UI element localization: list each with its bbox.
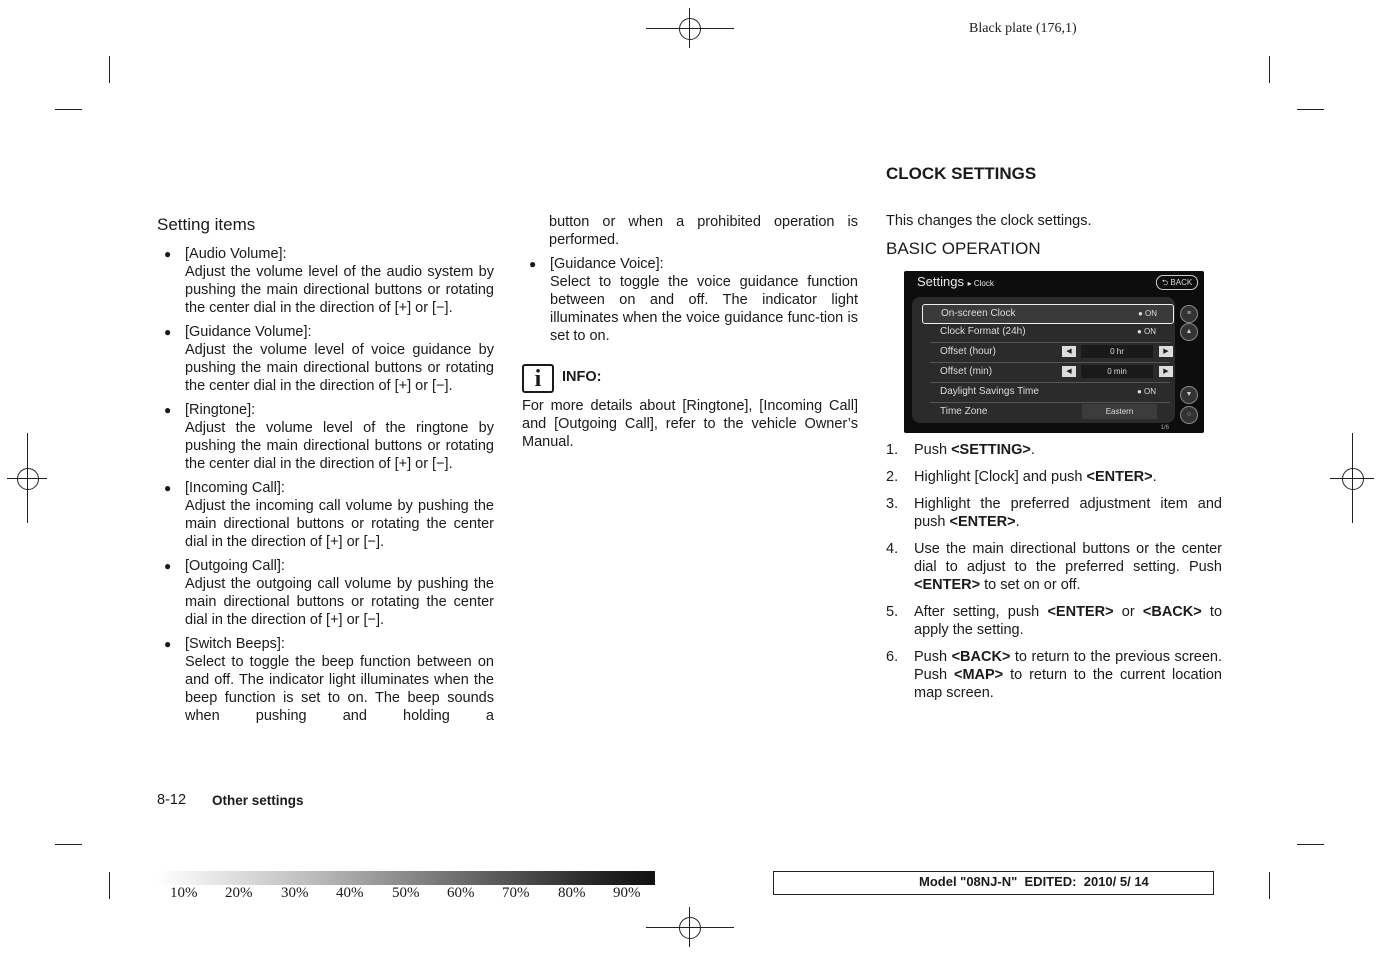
list-item: 5. After setting, push <ENTER> or <BACK> to apply the setting. [886, 604, 1223, 638]
item-title: [Guidance Voice]: [550, 256, 664, 272]
list-item [157, 635, 494, 725]
list-item [157, 323, 494, 395]
settings-screen-image [904, 271, 1204, 433]
item-title: [Audio Volume]: [185, 246, 287, 262]
item-body: Adjust the volume level of the ringtone by pushing the main directional buttons or rotating the center dial in the direction of [+] or [−]. [185, 420, 494, 472]
left-arrow-icon: ◀ [1062, 366, 1076, 377]
intro-text: This changes the clock settings. [886, 213, 1092, 229]
item-body: Adjust the volume level of voice guidance by pushing the main directional buttons or rotating the center dial in the direction of [+] or [−]. [185, 342, 494, 394]
list-item: 1. Push <SETTING>. [886, 442, 1035, 458]
bullet-icon: ● [164, 559, 172, 573]
bullet-icon: ● [164, 481, 172, 495]
list-item: 3. Highlight the preferred adjustment item and push <ENTER>. [886, 496, 1222, 530]
item-body: Adjust the outgoing call volume by pushing the main directional buttons or rotating the center dial in the direction of [+] or [−]. [185, 576, 494, 628]
plate-label: Black plate (176,1) [969, 21, 1077, 36]
list-item [157, 557, 494, 629]
screen-panel [912, 297, 1175, 423]
left-items-list [157, 245, 494, 731]
item-title: [Ringtone]: [185, 402, 256, 418]
item-body: Select to toggle the voice guidance function between on and off. The indicator light illuminates when the voice guidance func-tion is set to on. [550, 274, 858, 344]
screen-back-button: ⮌ BACK [1156, 275, 1198, 290]
clock-settings-title: CLOCK SETTINGS [886, 164, 1037, 183]
basic-operation-heading: BASIC OPERATION [886, 239, 1041, 258]
item-title: [Switch Beeps]: [185, 636, 285, 652]
item-title: [Outgoing Call]: [185, 558, 285, 574]
screen-side-button-icon: ≡ [1180, 305, 1198, 323]
screen-row-daylight-savings: Daylight Savings Time ● ON [940, 386, 1157, 397]
bullet-icon: ● [164, 325, 172, 339]
item-body: Adjust the incoming call volume by pushing the main directional buttons or rotating the center dial in the direction of [+] or [−]. [185, 498, 494, 550]
screen-up-icon: ▲ [1180, 323, 1198, 341]
list-item [157, 401, 494, 473]
screen-down-icon: ▼ [1180, 386, 1198, 404]
page-number: 8-12 [157, 792, 187, 808]
screen-row-clock-format: Clock Format (24h) ● ON [940, 326, 1157, 337]
gray-scale-bar [157, 871, 655, 885]
list-item [157, 245, 494, 317]
steps-list [886, 441, 1222, 711]
list-item [157, 479, 494, 551]
screen-row-time-zone: Time Zone Eastern [922, 403, 1172, 421]
right-arrow-icon: ▶ [1159, 346, 1173, 357]
info-label: INFO: [562, 369, 602, 385]
middle-column [522, 213, 858, 351]
setting-items-heading: Setting items [157, 215, 256, 234]
right-arrow-icon: ▶ [1159, 366, 1173, 377]
info-text: For more details about [Ringtone], [Incoming Call] and [Outgoing Call], refer to the vehicle Owner’s Manual. [522, 398, 858, 450]
bullet-icon: ● [164, 403, 172, 417]
item-title: [Guidance Volume]: [185, 324, 312, 340]
screen-title: Settings ▸ Clock [917, 274, 994, 289]
bullet-icon: ● [529, 257, 537, 271]
model-edited-text: Model "08NJ-N" EDITED: 2010/ 5/ 14 [919, 874, 1149, 889]
item-body: Select to toggle the beep function between on and off. The indicator light illuminates when the beep function is set to on. The beep sounds when pushing and holding a [185, 654, 494, 724]
item-title: [Incoming Call]: [185, 480, 285, 496]
section-name: Other settings [212, 793, 304, 808]
left-arrow-icon: ◀ [1062, 346, 1076, 357]
list-item [522, 255, 858, 345]
screen-row-offset-min: Offset (min) ◀ 0 min ▶ [922, 363, 1172, 381]
bullet-icon: ● [164, 637, 172, 651]
list-item: 6. Push <BACK> to return to the previous screen. Push <MAP> to return to the current location map screen. [886, 649, 1222, 701]
screen-pager: 1/6 [1160, 425, 1169, 431]
screen-row-offset-hour: Offset (hour) ◀ 0 hr ▶ [922, 343, 1172, 361]
continuation-text: button or when a prohibited operation is performed. [549, 214, 858, 248]
screen-row-onscreen-clock: On-screen Clock ● ON [922, 304, 1174, 324]
list-item: 4. Use the main directional buttons or the center dial to adjust to the preferred setting. Push <ENTER> to set on or off. [886, 541, 1222, 593]
list-item: 2. Highlight [Clock] and push <ENTER>. [886, 469, 1157, 485]
bullet-icon: ● [164, 247, 172, 261]
item-body: Adjust the volume level of the audio system by pushing the main directional buttons or rotating the center dial in the direction of [+] or [−]. [185, 264, 494, 316]
info-icon: i [522, 364, 554, 393]
screen-side-button-icon: ○ [1180, 406, 1198, 424]
